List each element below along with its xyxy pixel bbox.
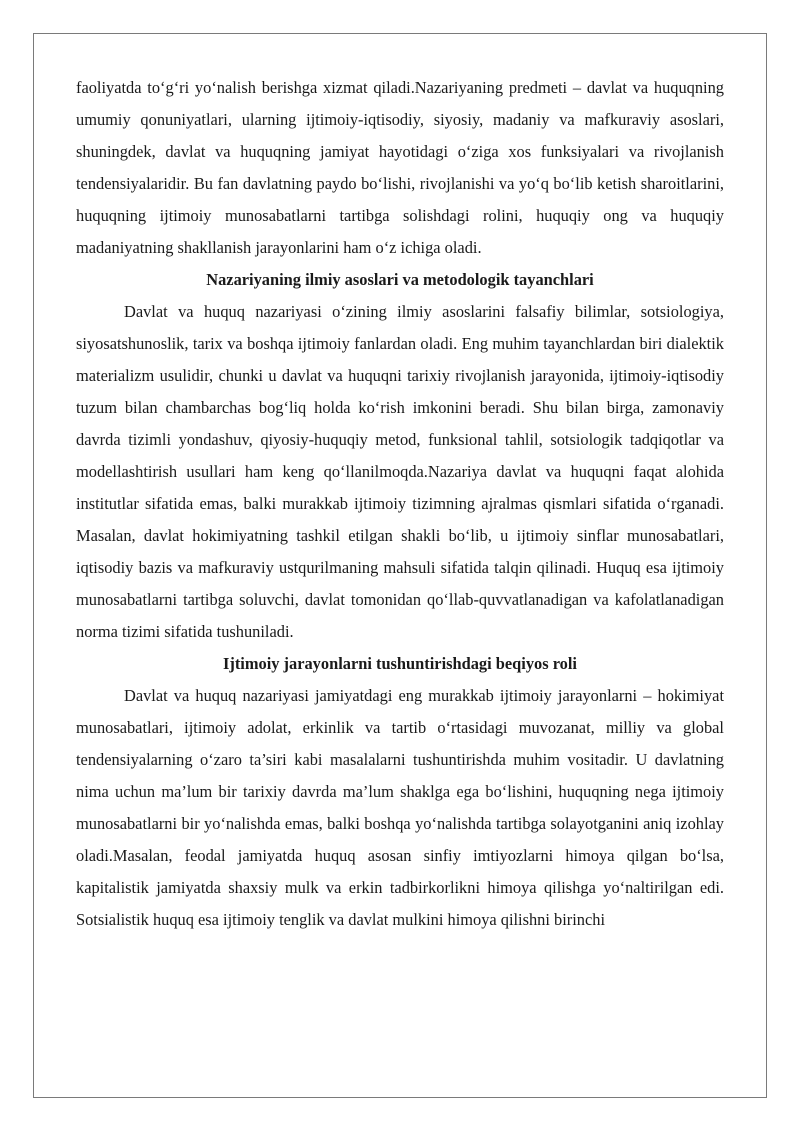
section-heading-social-processes: Ijtimoiy jarayonlarni tushuntirishdagi beqiyos roli bbox=[223, 654, 577, 673]
paragraph-2: Davlat va huquq nazariyasi o‘zining ilmiy asoslarini falsafiy bilimlar, sotsiologiya, siyosatshunoslik, tarix va boshqa ijtimoiy fanlardan oladi. Eng muhim tayanchlardan biri dialektik materializm usulidir, chunki u davlat va huquqni tarixiy rivojlanish jarayonida, ijtimoiy-iqtisodiy tuzum bilan chambarchas bog‘liq holda ko‘rish imkonini beradi. Shu bilan birga, zamonaviy davrda tizimli yondashuv, qiyosiy-huquqiy metod, funksional tahlil, sotsiologik tadqiqotlar va modellashtirish usullari ham keng qo‘llanilmoqda.Nazariya davlat va huquqni faqat alohida institutlar sifatida emas, balki murakkab ijtimoiy tizimning ajralmas qismlari sifatida o‘rganadi. Masalan, davlat hokimiyatning tashkil etilgan shakli bo‘lib, u ijtimoiy sinflar munosabatlari, iqtisodiy bazis va mafkuraviy ustqurilmaning mahsuli sifatida talqin qilinadi. Huquq esa ijtimoiy munosabatlarni tartibga soluvchi, davlat tomonidan qo‘llab-quvvatlanadigan va kafolatlanadigan norma tizimi sifatida tushuniladi. bbox=[76, 302, 724, 641]
paragraph-1: faoliyatda to‘g‘ri yo‘nalish berishga xizmat qiladi.Nazariyaning predmeti – davlat va huquqning umumiy qonuniyatlari, ularning ijtimoiy-iqtisodiy, siyosiy, madaniy va mafkuraviy asoslari, shuningdek, davlat va huquqning jamiyat hayotidagi o‘ziga xos funksiyalari va rivojlanish tendensiyalaridir. Bu fan davlatning paydo bo‘lishi, rivojlanishi va yo‘q bo‘lib ketish sharoitlarini, huquqning ijtimoiy munosabatlarni tartibga solishdagi rolini, huquqiy ong va huquqiy madaniyatning shakllanish jarayonlarini ham o‘z ichiga oladi. bbox=[76, 78, 724, 257]
section-heading-scientific-foundations: Nazariyaning ilmiy asoslari va metodologik tayanchlari bbox=[206, 270, 594, 289]
document-body bbox=[76, 72, 724, 936]
paragraph-3: Davlat va huquq nazariyasi jamiyatdagi eng murakkab ijtimoiy jarayonlarni – hokimiyat munosabatlari, ijtimoiy adolat, erkinlik va tartib o‘rtasidagi muvozanat, milliy va global tendensiyalarning o‘zaro ta’siri kabi masalalarni tushuntirishda muhim vositadir. U davlatning nima uchun ma’lum bir tarixiy davrda ma’lum shaklga ega bo‘lishini, huquqning nega ijtimoiy munosabatlarni bir yo‘nalishda emas, balki boshqa yo‘nalishda tartibga solayotganini aniq izohlay oladi.Masalan, feodal jamiyatda huquq asosan sinfiy imtiyozlarni himoya qilgan bo‘lsa, kapitalistik jamiyatda shaxsiy mulk va erkin tadbirkorlikni himoya qilishga yo‘naltirilgan edi. Sotsialistik huquq esa ijtimoiy tenglik va davlat mulkini himoya qilishni birinchi bbox=[76, 686, 724, 929]
